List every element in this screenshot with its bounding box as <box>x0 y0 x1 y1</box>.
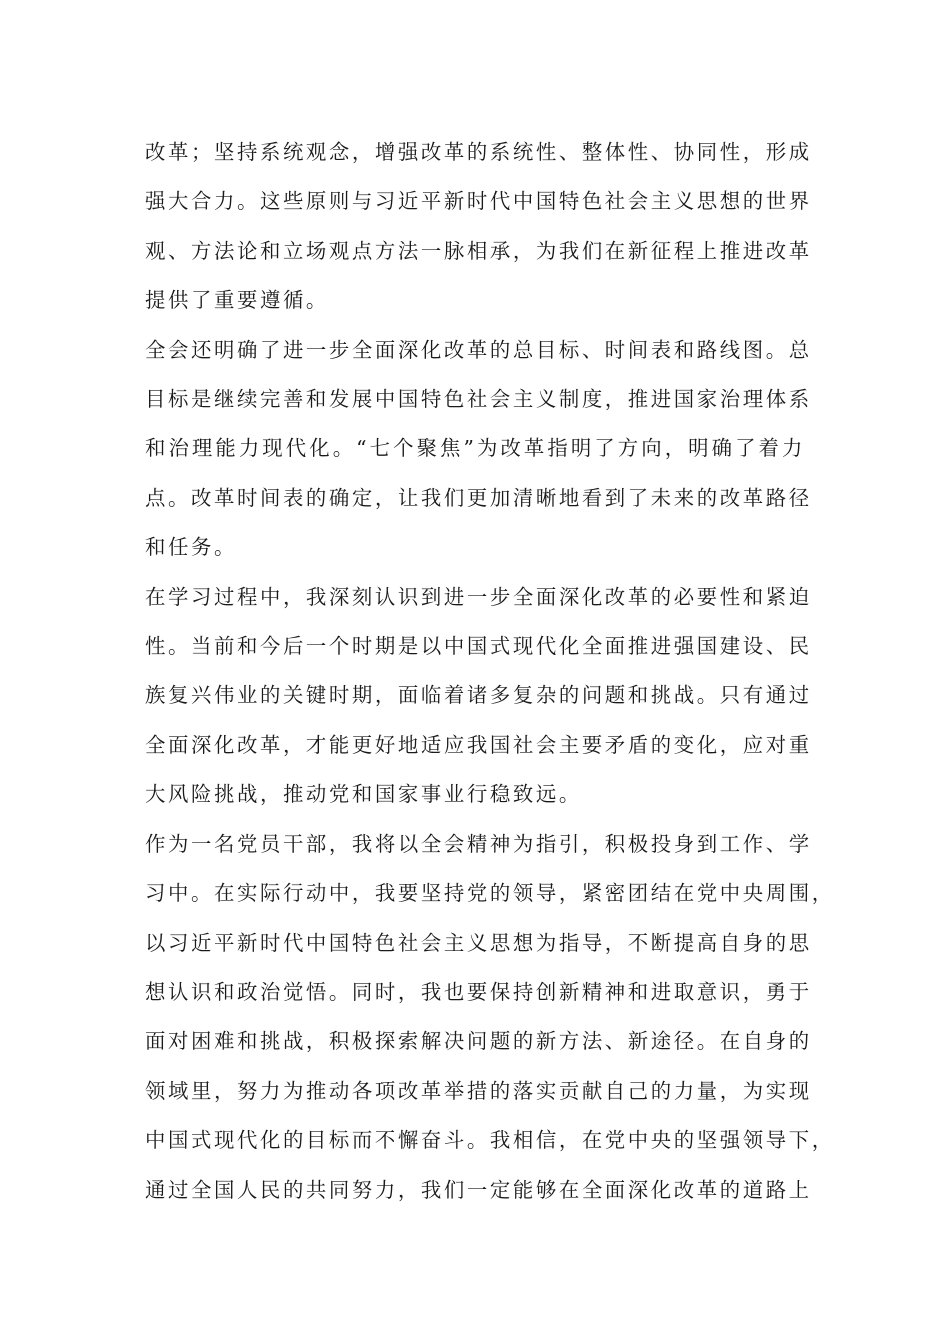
text-line: 习中。在实际行动中，我要坚持党的领导，紧密团结在党中央周围， <box>145 881 835 906</box>
paragraph-4 <box>145 820 835 1215</box>
text-line: 目标是继续完善和发展中国特色社会主义制度，推进国家治理体系 <box>145 387 812 412</box>
text-line: 全面深化改革，才能更好地适应我国社会主要矛盾的变化，应对重 <box>145 732 812 757</box>
text-line: 以习近平新时代中国特色社会主义思想为指导，不断提高自身的思 <box>145 930 812 955</box>
text-line: 点。改革时间表的确定，让我们更加清晰地看到了未来的改革路径 <box>145 485 812 510</box>
text-line: 面对困难和挑战，积极探索解决问题的新方法、新途径。在自身的 <box>145 1029 812 1054</box>
text-line: 强大合力。这些原则与习近平新时代中国特色社会主义思想的世界 <box>145 189 812 214</box>
text-line: 性。当前和今后一个时期是以中国式现代化全面推进强国建设、民 <box>145 634 812 659</box>
text-line: 作为一名党员干部，我将以全会精神为指引，积极投身到工作、学 <box>145 831 812 856</box>
text-line: 大风险挑战，推动党和国家事业行稳致远。 <box>145 782 582 807</box>
text-line: 和任务。 <box>145 535 237 560</box>
paragraph-2 <box>145 326 812 573</box>
text-line: 通过全国人民的共同努力，我们一定能够在全面深化改革的道路上 <box>145 1177 812 1202</box>
text-line: 领域里，努力为推动各项改革举措的落实贡献自己的力量，为实现 <box>145 1078 812 1103</box>
text-line: 观、方法论和立场观点方法一脉相承，为我们在新征程上推进改革 <box>145 238 812 263</box>
text-line: 提供了重要遵循。 <box>145 288 329 313</box>
text-line: 在学习过程中，我深刻认识到进一步全面深化改革的必要性和紧迫 <box>145 584 812 609</box>
text-line: 和治理能力现代化。“七个聚焦”为改革指明了方向，明确了着力 <box>145 436 805 461</box>
paragraph-1 <box>145 128 812 326</box>
text-line: 中国式现代化的目标而不懈奋斗。我相信，在党中央的坚强领导下， <box>145 1128 835 1153</box>
text-line: 全会还明确了进一步全面深化改革的总目标、时间表和路线图。总 <box>145 337 812 362</box>
text-line: 改革；坚持系统观念，增强改革的系统性、整体性、协同性，形成 <box>145 140 812 164</box>
document-body <box>145 128 835 1215</box>
text-line: 族复兴伟业的关键时期，面临着诸多复杂的问题和挑战。只有通过 <box>145 683 812 708</box>
text-line: 想认识和政治觉悟。同时，我也要保持创新精神和进取意识，勇于 <box>145 979 812 1004</box>
paragraph-3 <box>145 573 812 820</box>
